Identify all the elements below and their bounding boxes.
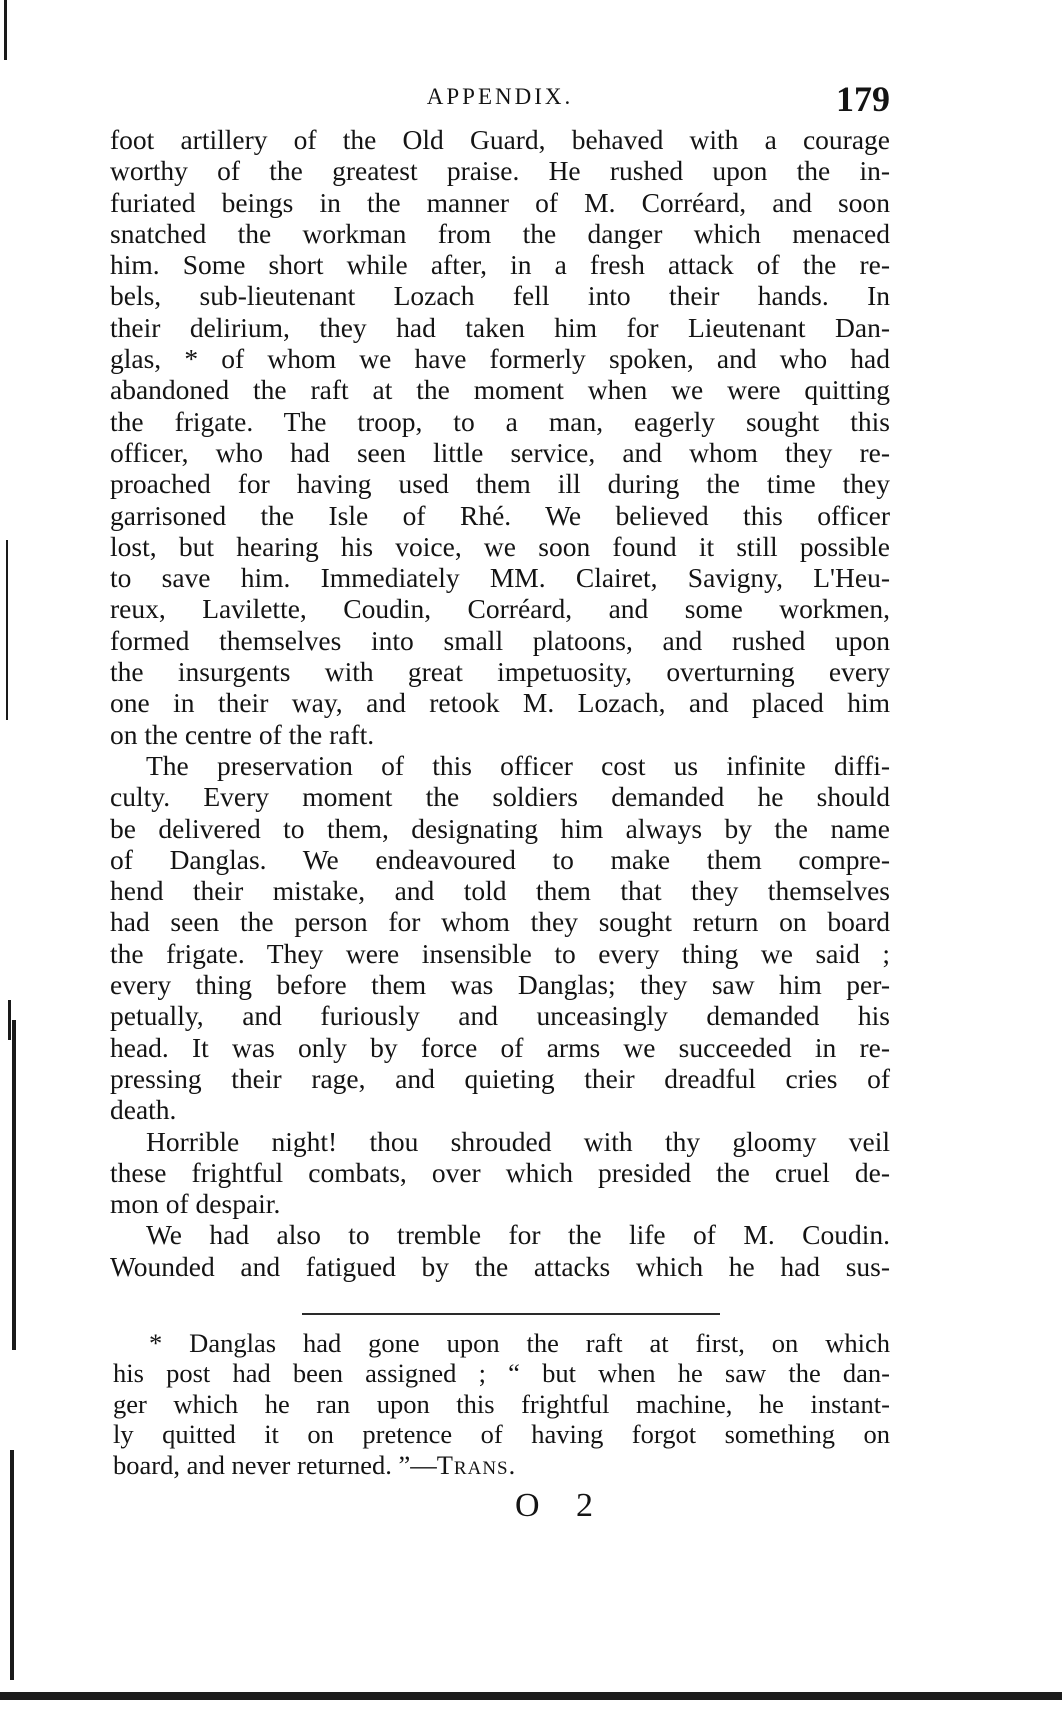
- text-line: every thing before them was Danglas; they saw him per-: [110, 969, 890, 1001]
- text-line: the frigate. They were insensible to every thing we said ;: [110, 937, 890, 969]
- text-line: reux, Lavilette, Coudin, Corréard, and some workmen,: [110, 593, 890, 625]
- text-line: formed themselves into small platoons, and rushed upon: [110, 624, 890, 656]
- footnote-line: * Danglas had gone upon the raft at first, on which: [149, 1328, 890, 1358]
- translator-attribution: Trans.: [436, 1449, 517, 1480]
- text-line: garrisoned the Isle of Rhé. We believed this officer: [110, 499, 890, 531]
- text-line: proached for having used them ill during the time they: [110, 468, 890, 500]
- footnote: [113, 1328, 890, 1480]
- text-line: the frigate. The troop, to a man, eagerly sought this: [110, 405, 890, 437]
- text-line: be delivered to them, designating him always by the name: [110, 812, 890, 844]
- text-line: of Danglas. We endeavoured to make them compre-: [110, 843, 890, 875]
- page-bottom-edge: [0, 1692, 1062, 1700]
- text-line: pressing their rage, and quieting their dreadful cries of: [110, 1062, 890, 1094]
- text-line: culty. Every moment the soldiers demanded he should: [110, 781, 890, 813]
- footnote-separator: [302, 1313, 720, 1315]
- text-line: hend their mistake, and told them that they themselves: [110, 875, 890, 907]
- gutter-edge-mark: [6, 540, 8, 720]
- text-line: worthy of the greatest praise. He rushed upon the in-: [110, 155, 890, 187]
- gutter-edge-mark: [8, 1000, 11, 1040]
- paragraph-start-line: The preservation of this officer cost us infinite diffi-: [146, 749, 890, 781]
- gutter-edge-mark: [4, 0, 7, 60]
- paragraph-end-line: on the centre of the raft.: [110, 718, 375, 750]
- text-line: abandoned the raft at the moment when we were quitting: [110, 374, 890, 406]
- text-line: had seen the person for whom they sought return on board: [110, 906, 890, 938]
- text-line: the insurgents with great impetuosity, overturning every: [110, 656, 890, 688]
- footnote-line-text: board, and never returned. ”—: [113, 1449, 437, 1480]
- footnote-line: his post had been assigned ; “ but when he saw the dan-: [113, 1358, 890, 1389]
- paragraph-end-line: mon of despair.: [110, 1188, 281, 1220]
- text-line: petually, and furiously and unceasingly demanded his: [110, 1000, 890, 1032]
- text-line: snatched the workman from the danger which menaced: [110, 217, 890, 249]
- text-line: head. It was only by force of arms we succeeded in re-: [110, 1031, 890, 1063]
- footnote-line: ger which he ran upon this frightful machine, he instant-: [113, 1388, 890, 1419]
- paragraph-start-line: Horrible night! thou shrouded with thy gloomy veil: [146, 1125, 890, 1157]
- text-line: officer, who had seen little service, and whom they re-: [110, 436, 890, 468]
- paragraph-start-line: We had also to tremble for the life of M. Coudin.: [146, 1219, 890, 1251]
- gutter-edge-mark: [12, 1020, 16, 1350]
- body-text: [110, 124, 890, 1282]
- text-line: him. Some short while after, in a fresh attack of the re-: [110, 249, 890, 281]
- text-line: lost, but hearing his voice, we soon found it still possible: [110, 530, 890, 562]
- page-number: 179: [836, 79, 890, 119]
- text-line: Wounded and fatigued by the attacks which he had sus-: [110, 1250, 890, 1282]
- text-line: bels, sub-lieutenant Lozach fell into their hands. In: [110, 280, 890, 312]
- footnote-line: ly quitted it on pretence of having forgot something on: [113, 1419, 890, 1450]
- text-line: foot artillery of the Old Guard, behaved with a courage: [110, 124, 890, 155]
- text-line: one in their way, and retook M. Lozach, and placed him: [110, 687, 890, 719]
- text-line: glas, * of whom we have formerly spoken, and who had: [110, 343, 890, 375]
- footnote-last-line: [113, 1450, 890, 1480]
- gutter-edge-mark: [10, 1450, 14, 1680]
- text-line: their delirium, they had taken him for Lieutenant Dan-: [110, 311, 890, 343]
- text-line: these frightful combats, over which presided the cruel de-: [110, 1156, 890, 1188]
- text-line: to save him. Immediately MM. Clairet, Savigny, L'Heu-: [110, 562, 890, 594]
- paragraph-end-line: death.: [110, 1094, 177, 1126]
- text-line: furiated beings in the manner of M. Corréard, and soon: [110, 186, 890, 218]
- signature-mark: O 2: [515, 1487, 608, 1524]
- running-title: APPENDIX.: [426, 84, 574, 109]
- running-head: [110, 78, 890, 118]
